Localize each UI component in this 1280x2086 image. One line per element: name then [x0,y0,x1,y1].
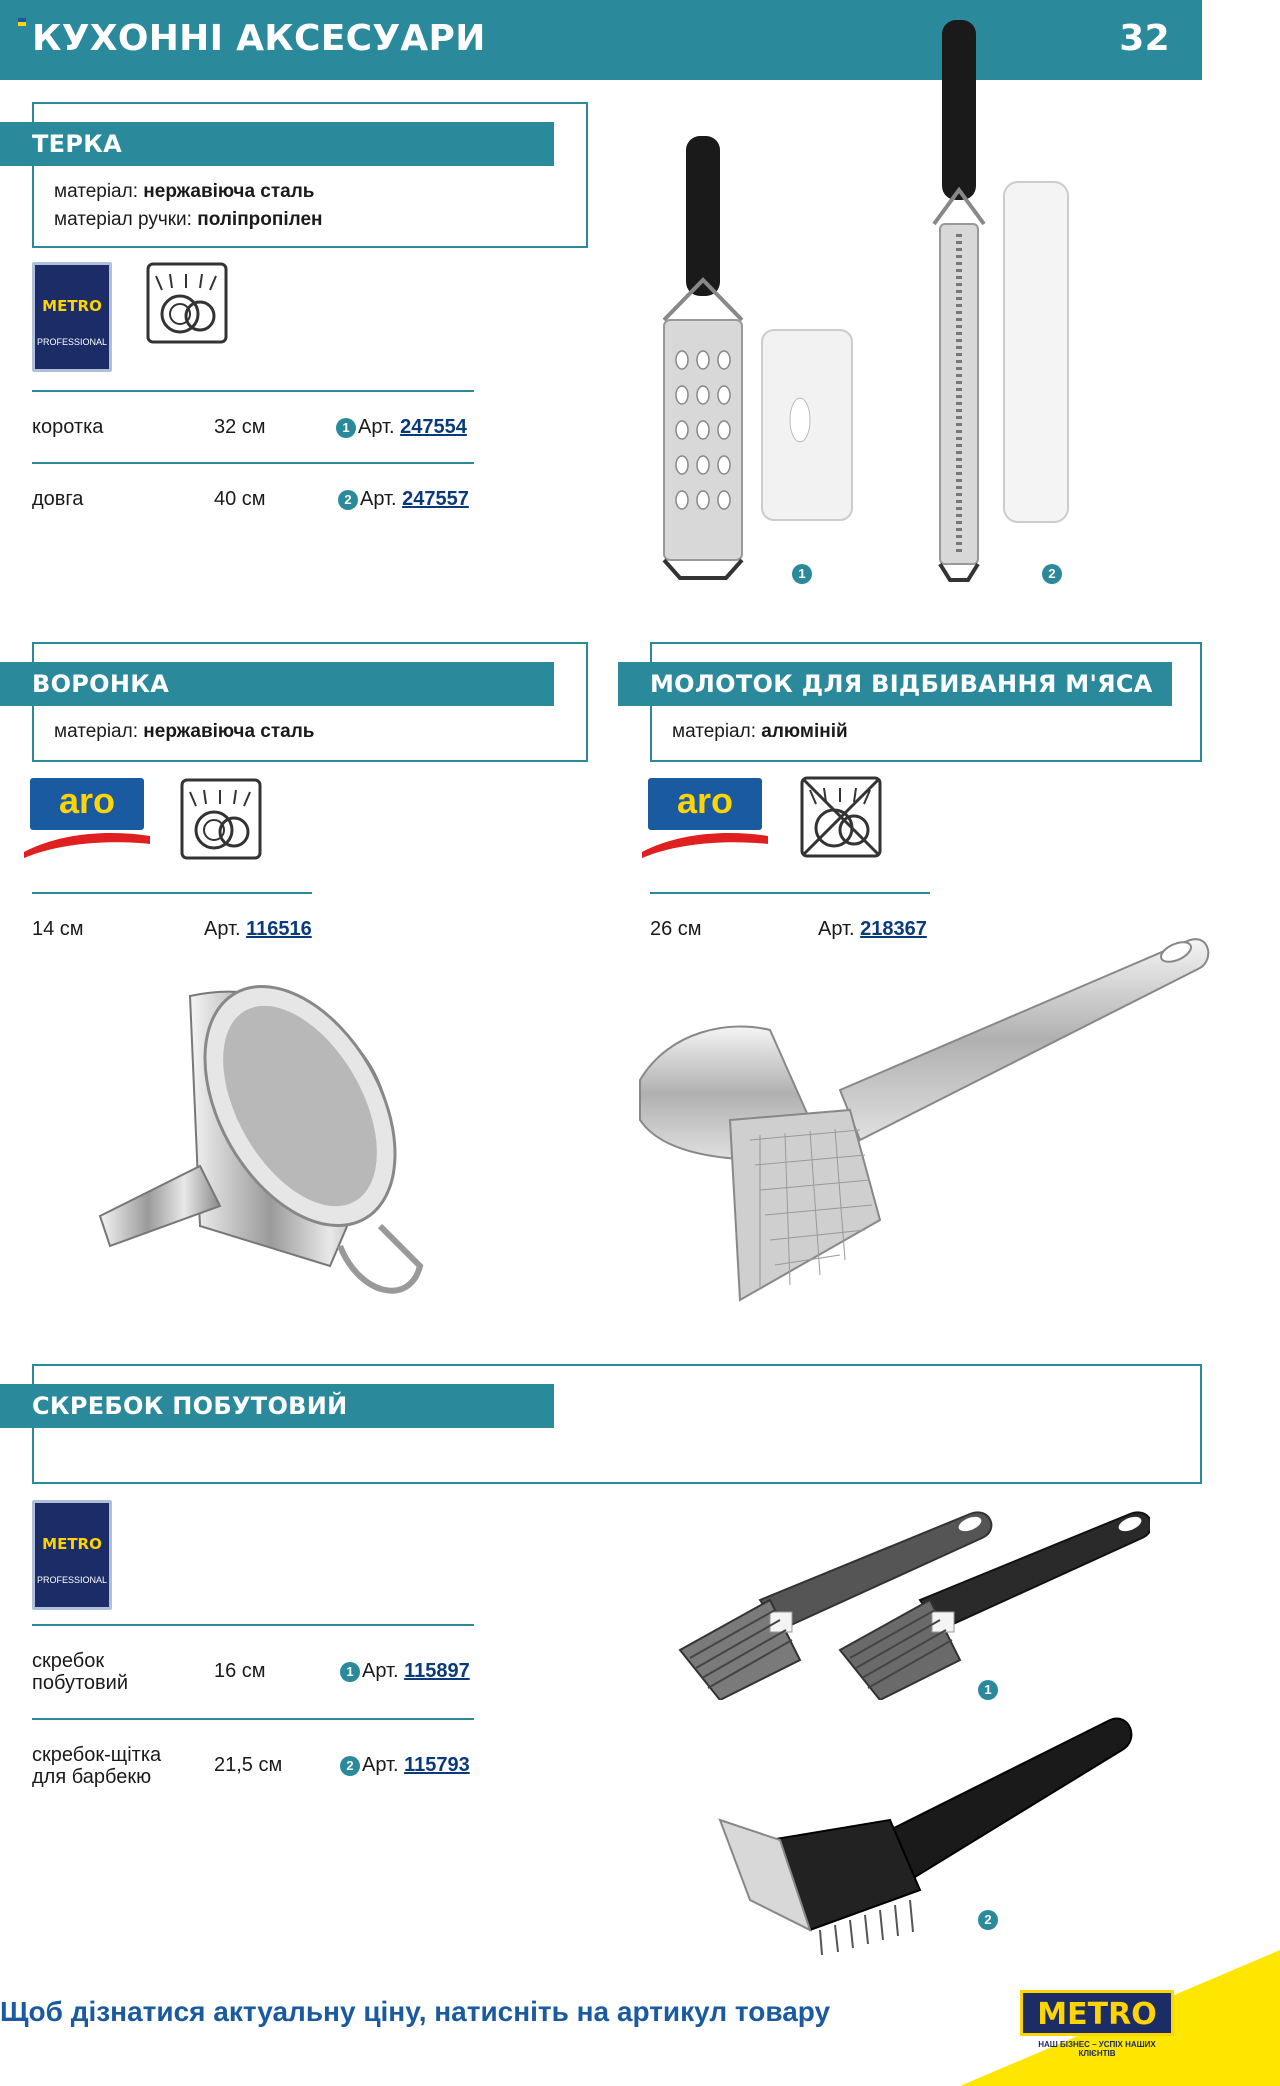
callout-2: 2 [1042,564,1062,584]
scraper-row-1-name: скребок побутовий [32,1650,128,1694]
dishwasher-safe-icon [180,778,262,860]
grater-row-1-article: 1 Арт. 247554 [336,416,467,439]
divider [32,1624,474,1626]
bbq-brush-image [710,1710,1140,1960]
divider [32,1718,474,1720]
callout-1: 1 [792,564,812,584]
callout-2: 2 [978,1910,998,1930]
funnel-article: Арт. 116516 [204,918,312,940]
grater-row-1-name: коротка [32,416,104,438]
dishwasher-safe-icon [146,262,228,344]
footer-hint: Щоб дізнатися актуальну ціну, натисніть на артикул товару [0,1996,831,2027]
funnel-title: ВОРОНКА [0,662,554,706]
scraper-row-1-article: 1 Арт. 115897 [340,1660,470,1683]
scraper-row-2-size: 21,5 см [214,1754,283,1776]
scraper-image [670,1500,1150,1700]
article-link-247554[interactable]: 247554 [400,416,467,438]
short-grater-image [650,130,860,590]
meat-hammer-image [610,920,1210,1320]
aro-logo: aro [22,778,152,858]
article-link-247557[interactable]: 247557 [402,488,469,510]
article-link-218367[interactable]: 218367 [860,918,927,940]
metro-tagline: НАШ БІЗНЕС – УСПІХ НАШИХ КЛІЄНТІВ [1038,2040,1156,2058]
article-link-115897[interactable]: 115897 [404,1660,470,1682]
scraper-row-2-article: 2 Арт. 115793 [340,1754,470,1777]
grater-row-1-size: 32 см [214,416,266,438]
grater-row-2-size: 40 см [214,488,266,510]
scraper-row-1-size: 16 см [214,1660,266,1682]
grater-row-2-article: 2 Арт. 247557 [338,488,469,511]
hammer-article: Арт. 218367 [818,918,927,940]
metro-professional-logo: METRO PROFESSIONAL [32,262,112,372]
long-grater-image [920,14,1080,590]
page-title: КУХОННІ АКСЕСУАРИ [32,18,486,59]
grater-title: ТЕРКА [0,122,554,166]
grater-material: матеріал: нержавіюча сталь [54,181,315,202]
funnel-material: матеріал: нержавіюча сталь [54,721,315,742]
aro-logo: aro [640,778,770,858]
scraper-row-2-name: скребок-щітка для барбекю [32,1744,162,1788]
metro-professional-logo: METRO PROFESSIONAL [32,1500,112,1610]
funnel-size: 14 см [32,918,84,940]
callout-1: 1 [978,1680,998,1700]
article-link-116516[interactable]: 116516 [246,918,312,940]
article-link-115793[interactable]: 115793 [404,1754,470,1776]
divider [32,462,474,464]
grater-row-2-name: довга [32,488,84,510]
divider [32,390,474,392]
metro-logo: METRO [1020,1990,1174,2036]
hammer-material: матеріал: алюміній [672,721,848,742]
divider [650,892,930,894]
divider [32,892,312,894]
hammer-size: 26 см [650,918,702,940]
scraper-title: СКРЕБОК ПОБУТОВИЙ [0,1384,554,1428]
grater-handle-material: матеріал ручки: поліпропілен [54,209,323,230]
funnel-image [80,966,440,1326]
not-dishwasher-safe-icon [800,776,882,858]
hammer-title: МОЛОТОК ДЛЯ ВІДБИВАННЯ М'ЯСА [618,662,1172,706]
page-number: 32 [1119,18,1170,59]
flag-icon [18,18,26,26]
